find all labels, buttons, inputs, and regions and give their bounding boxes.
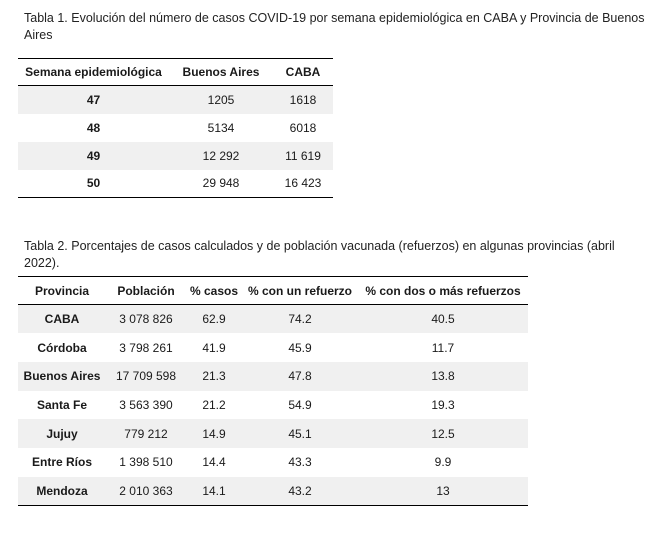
cases-percent-cell: 14.4 [202, 455, 226, 470]
province-cell: CABA [44, 312, 80, 327]
province-cell: Buenos Aires [23, 369, 101, 384]
table-header-row [18, 277, 528, 305]
table-row [18, 477, 528, 506]
population-cell: 1 398 510 [119, 455, 173, 470]
population-cell: 3 563 390 [119, 397, 173, 412]
table-row [18, 391, 528, 420]
buenos-aires-cell: 5134 [207, 120, 235, 135]
table-row [18, 419, 528, 448]
cases-percent-cell: 21.2 [202, 397, 226, 412]
two-plus-boosters-cell: 9.9 [434, 455, 452, 470]
week-cell: 48 [86, 120, 101, 135]
population-cell: 779 212 [124, 426, 168, 441]
table-row [18, 448, 528, 477]
week-cell: 50 [86, 176, 101, 191]
header-one-booster: % con un refuerzo [242, 277, 358, 305]
header-two-plus-boosters: % con dos o más refuerzos [358, 277, 528, 305]
two-plus-boosters-cell: 12.5 [431, 426, 455, 441]
caba-cell: 6018 [289, 120, 317, 135]
caba-cell: 11 619 [285, 148, 321, 163]
population-cell: 2 010 363 [119, 483, 173, 498]
buenos-aires-cell: 29 948 [202, 176, 240, 191]
one-booster-cell: 43.2 [288, 483, 312, 498]
two-plus-boosters-cell: 11.7 [431, 340, 455, 355]
two-plus-boosters-cell: 40.5 [431, 312, 455, 327]
header-caba: CABA [273, 59, 333, 86]
caba-cell: 16 423 [284, 176, 322, 191]
one-booster-cell: 45.1 [288, 426, 312, 441]
week-cell: 49 [86, 148, 101, 163]
province-cell: Entre Ríos [31, 455, 92, 470]
one-booster-cell: 43.3 [288, 455, 312, 470]
population-cell: 3 798 261 [119, 340, 173, 355]
cases-percent-cell: 14.9 [202, 426, 226, 441]
province-cell: Jujuy [46, 426, 78, 441]
population-cell: 3 078 826 [119, 312, 173, 327]
province-cell: Santa Fe [36, 397, 87, 412]
two-plus-boosters-cell: 13.8 [431, 369, 455, 384]
table2-caption: Tabla 2. Porcentajes de casos calculados y de población vacunada (refuerzos) en algunas provincias (abril 2022). [24, 239, 615, 270]
covid-cases-by-week-table [18, 58, 333, 198]
table-row [18, 362, 528, 391]
table-row [18, 333, 528, 362]
table-row [18, 305, 528, 334]
one-booster-cell: 74.2 [288, 312, 312, 327]
buenos-aires-cell: 1205 [207, 92, 235, 107]
vaccination-by-province-table [18, 276, 528, 506]
table-header-row [18, 59, 333, 86]
table-row [18, 142, 333, 170]
cases-percent-cell: 62.9 [202, 312, 226, 327]
table-row [18, 86, 333, 114]
population-cell: 17 709 598 [115, 369, 177, 384]
header-buenos-aires: Buenos Aires [169, 59, 273, 86]
table-row [18, 170, 333, 198]
one-booster-cell: 47.8 [288, 369, 312, 384]
province-cell: Córdoba [37, 340, 87, 355]
cases-percent-cell: 14.1 [202, 483, 226, 498]
header-population: Población [106, 277, 186, 305]
table-row [18, 114, 333, 142]
province-cell: Mendoza [36, 483, 88, 498]
cases-percent-cell: 21.3 [202, 369, 226, 384]
one-booster-cell: 45.9 [288, 340, 312, 355]
header-cases-percent: % casos [186, 277, 242, 305]
header-province: Provincia [18, 277, 106, 305]
two-plus-boosters-cell: 19.3 [431, 397, 455, 412]
header-week: Semana epidemiológica [18, 59, 169, 86]
table1-caption: Tabla 1. Evolución del número de casos COVID-19 por semana epidemiológica en CABA y Provincia de Buenos Aires [24, 11, 645, 42]
two-plus-boosters-cell: 13 [436, 483, 450, 498]
one-booster-cell: 54.9 [288, 397, 312, 412]
week-cell: 47 [86, 92, 101, 107]
cases-percent-cell: 41.9 [202, 340, 226, 355]
buenos-aires-cell: 12 292 [202, 148, 240, 163]
caba-cell: 1618 [289, 92, 317, 107]
